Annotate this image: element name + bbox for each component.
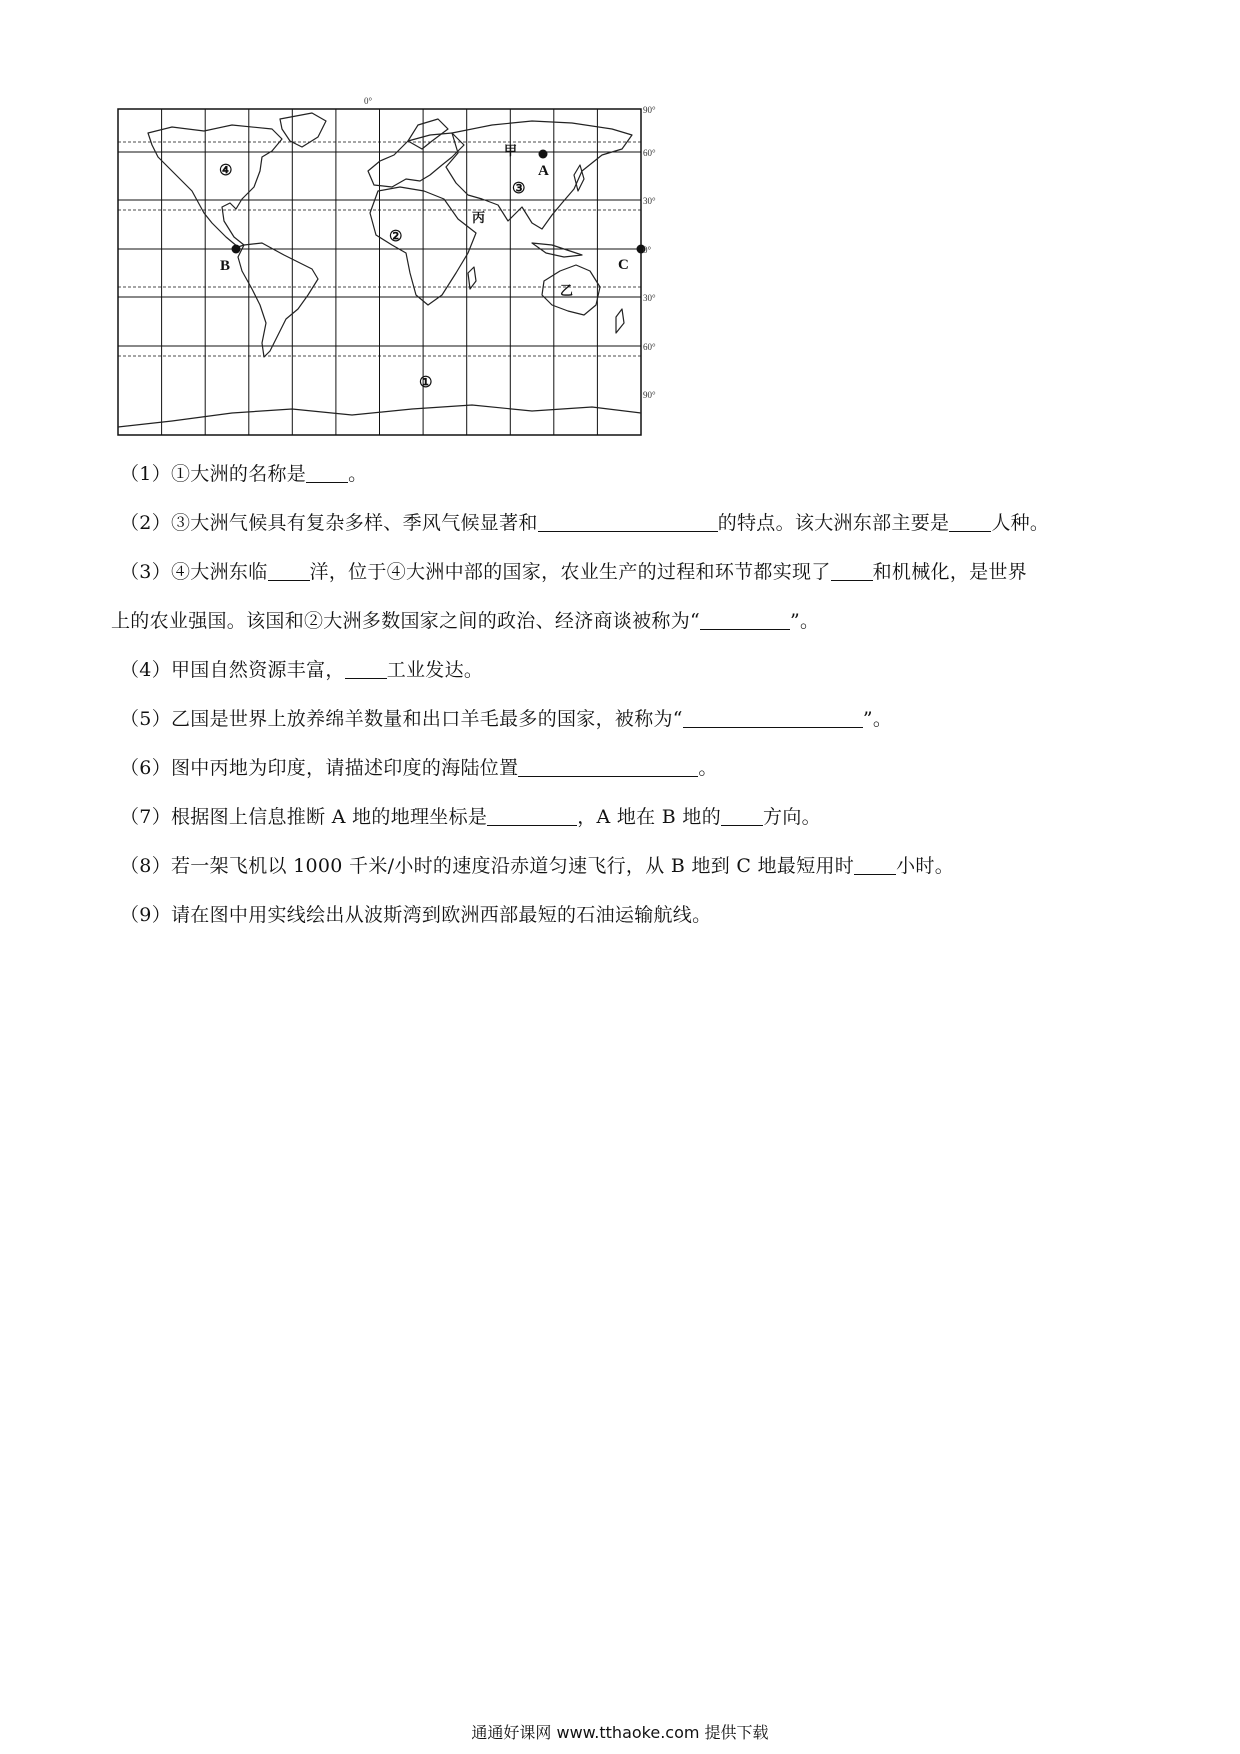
question-text: 。 xyxy=(698,757,718,779)
lat-90s-label: 90° xyxy=(643,390,656,400)
lat-60n-label: 60° xyxy=(643,148,656,158)
question-text: 方向。 xyxy=(763,806,821,828)
country-jia-label: 甲 xyxy=(504,143,518,158)
question-1 xyxy=(120,462,1140,486)
lat-60s-label: 60° xyxy=(643,342,656,352)
question-text: ③大洲气候具有复杂多样、季风气候显著和 xyxy=(171,512,538,534)
question-2 xyxy=(120,511,1140,535)
question-5 xyxy=(120,707,1140,731)
lat-90n-label: 90° xyxy=(643,105,656,115)
question-text: 小时。 xyxy=(896,855,954,877)
question-text: 和机械化，是世界 xyxy=(872,561,1028,583)
page-footer: 通通好课网 www.tthaoke.com 提供下载 xyxy=(471,1723,769,1742)
answer-blank[interactable] xyxy=(721,805,763,826)
answer-blank[interactable] xyxy=(518,756,698,777)
question-text: 图中丙地为印度，请描述印度的海陆位置 xyxy=(171,757,519,779)
lat-0-label: 0° xyxy=(643,245,652,255)
question-text: 上的农业强国。该国和②大洲多数国家之间的政治、经济商谈被称为“ xyxy=(111,610,701,632)
question-number: （6） xyxy=(120,757,171,779)
question-text: ”。 xyxy=(862,708,893,730)
question-text: 乙国是世界上放养绵羊数量和出口羊毛最多的国家，被称为“ xyxy=(171,708,683,730)
point-c-label: C xyxy=(618,257,629,273)
question-text: 请在图中用实线绘出从波斯湾到欧洲西部最短的石油运输航线。 xyxy=(171,904,712,926)
question-text: 。 xyxy=(348,463,368,485)
continent-3-label: ③ xyxy=(512,181,526,197)
question-3-continued xyxy=(111,609,1140,633)
question-number: （9） xyxy=(120,904,171,926)
question-number: （8） xyxy=(120,855,171,877)
question-9 xyxy=(120,903,1140,927)
scandinavia-outline xyxy=(408,119,448,149)
north-america-outline xyxy=(148,125,282,247)
madagascar-outline xyxy=(468,267,476,289)
question-number: （7） xyxy=(120,806,171,828)
question-number: （2） xyxy=(120,512,171,534)
point-a-label: A xyxy=(538,163,549,179)
answer-blank[interactable] xyxy=(538,511,718,532)
prime-meridian-label: 0° xyxy=(364,96,373,106)
question-text: 工业发达。 xyxy=(386,659,484,681)
point-a-marker xyxy=(539,150,548,159)
place-bing-label: 丙 xyxy=(472,210,486,225)
question-3 xyxy=(120,560,1140,584)
question-text: ④大洲东临 xyxy=(171,561,268,583)
new-zealand-outline xyxy=(616,309,624,333)
country-yi-label: 乙 xyxy=(560,283,574,298)
continent-2-label: ② xyxy=(389,229,403,245)
answer-blank[interactable] xyxy=(700,609,790,630)
point-b-marker xyxy=(232,245,241,254)
question-8 xyxy=(120,854,1140,878)
answer-blank[interactable] xyxy=(268,560,310,581)
question-number: （4） xyxy=(120,659,171,681)
question-text: ，A 地在 B 地的 xyxy=(577,806,722,828)
answer-blank[interactable] xyxy=(683,707,863,728)
answer-blank[interactable] xyxy=(831,560,873,581)
question-number: （1） xyxy=(120,463,171,485)
question-text: ”。 xyxy=(790,610,820,632)
question-number: （5） xyxy=(120,708,171,730)
point-b-label: B xyxy=(220,258,231,274)
continent-4-label: ④ xyxy=(219,163,233,179)
answer-blank[interactable] xyxy=(487,805,577,826)
world-map xyxy=(112,95,737,455)
question-text: 甲国自然资源丰富， xyxy=(171,659,345,681)
question-text: 人种。 xyxy=(991,512,1050,534)
question-number: （3） xyxy=(120,561,171,583)
question-text: 若一架飞机以 1000 千米/小时的速度沿赤道匀速飞行，从 B 地到 C 地最短用时 xyxy=(171,855,855,877)
question-6 xyxy=(120,756,1140,780)
world-map-svg xyxy=(112,95,737,455)
lat-30n-label: 30° xyxy=(643,196,656,206)
south-america-outline xyxy=(238,243,318,357)
answer-blank[interactable] xyxy=(949,511,991,532)
lat-30s-label: 30° xyxy=(643,293,656,303)
europe-outline xyxy=(368,133,464,187)
question-7 xyxy=(120,805,1140,829)
answer-blank[interactable] xyxy=(345,658,387,679)
answer-blank[interactable] xyxy=(854,854,896,875)
answer-blank[interactable] xyxy=(306,462,348,483)
question-text: ①大洲的名称是 xyxy=(171,463,307,485)
question-4 xyxy=(120,658,1140,682)
continent-1-label: ① xyxy=(419,375,433,391)
question-list xyxy=(111,462,1140,952)
indonesia-outline xyxy=(532,243,582,257)
question-text: 的特点。该大洲东部主要是 xyxy=(717,512,950,534)
question-text: 根据图上信息推断 A 地的地理坐标是 xyxy=(171,806,488,828)
question-text: 洋，位于④大洲中部的国家，农业生产的过程和环节都实现了 xyxy=(309,561,831,583)
